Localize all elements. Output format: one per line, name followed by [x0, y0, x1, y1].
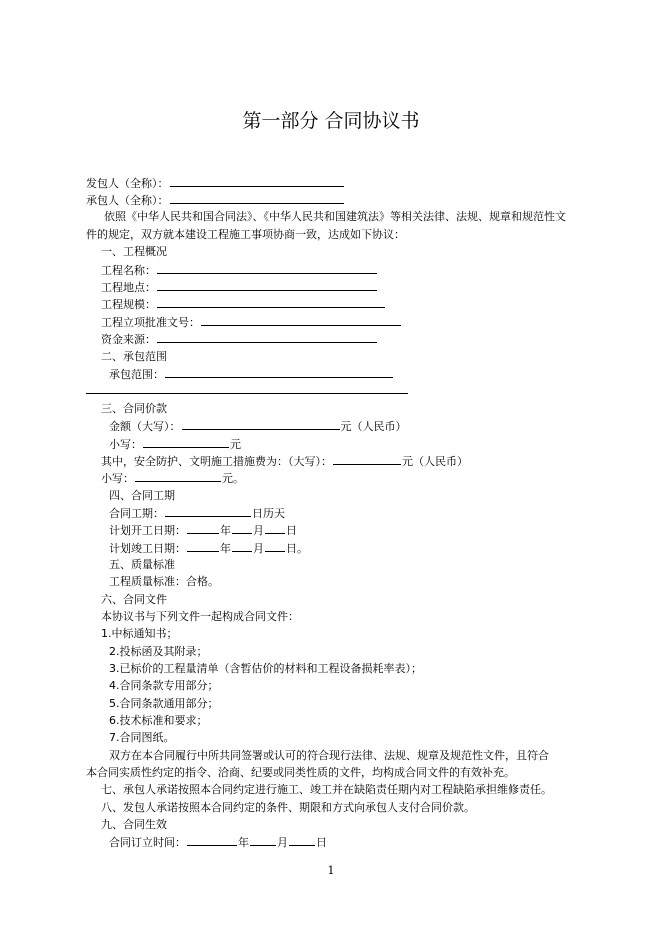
doc-item-2: 2.投标函及其附录；: [109, 645, 208, 658]
duration-unit: 日历天: [252, 507, 285, 520]
quality-standard: 工程质量标准：合格。: [109, 575, 219, 588]
duration-line: [109, 504, 285, 521]
fund-source-label: 资金来源：: [101, 333, 156, 346]
safety-lower-blank: [135, 469, 221, 482]
section-6-heading: 六、合同文件: [101, 593, 167, 606]
amount-upper-label: 金额（大写）：: [109, 420, 181, 433]
doc-item-6: 6.技术标准和要求；: [109, 714, 208, 727]
start-year-label: 年: [220, 524, 231, 537]
end-day-blank: [265, 539, 285, 552]
end-month-label: 月: [253, 542, 264, 555]
page-number: 1: [327, 864, 335, 877]
duration-blank: [165, 504, 251, 517]
signing-month-label: 月: [277, 836, 288, 849]
project-scale-line: [101, 295, 386, 312]
project-location-label: 工程地点：: [101, 281, 156, 294]
signing-month-blank: [250, 833, 276, 846]
signing-day-label: 日: [316, 836, 327, 849]
section-4-heading: 四、合同工期: [109, 489, 175, 502]
section-5-heading: 五、质量标准: [109, 558, 175, 571]
end-date-line: [109, 539, 308, 556]
contractor-label: 承包人（全称）：: [86, 194, 169, 207]
scope-line: [109, 365, 394, 382]
project-scale-blank: [157, 295, 385, 308]
start-date-label: 计划开工日期：: [109, 524, 186, 537]
start-month-label: 月: [253, 524, 264, 537]
amount-lower-label: 小写：: [109, 438, 142, 451]
project-location-blank: [157, 278, 377, 291]
start-day-label: 日: [286, 524, 297, 537]
employer-line: [86, 174, 345, 191]
fund-source-line: [101, 330, 378, 347]
section-7: 七、承包人承诺按照本合同约定进行施工、竣工并在缺陷责任期内对工程缺陷承担维修责任。: [101, 783, 552, 796]
project-name-line: [101, 261, 378, 278]
doc-item-7: 7.合同图纸。: [109, 731, 175, 744]
amount-upper-line: [109, 417, 407, 434]
approval-number-blank: [201, 313, 401, 326]
safety-lower-unit: 元。: [222, 472, 244, 485]
safety-fee-line: [101, 452, 468, 469]
end-year-label: 年: [220, 542, 231, 555]
contractor-line: [86, 191, 345, 208]
safety-fee-blank: [333, 452, 401, 465]
end-date-label: 计划竣工日期：: [109, 542, 186, 555]
end-year-blank: [187, 539, 219, 552]
basis-text-2: 件的规定，双方就本建设工程施工事项协商一致，达成如下协议：: [86, 228, 405, 241]
page-title: 第一部分 合同协议书: [242, 110, 420, 132]
docs-intro: 本协议书与下列文件一起构成合同文件：: [101, 610, 299, 623]
fund-source-blank: [157, 330, 377, 343]
duration-label: 合同工期：: [109, 507, 164, 520]
start-year-blank: [187, 521, 219, 534]
doc-item-1: 1.中标通知书；: [101, 627, 178, 640]
end-day-label: 日。: [286, 542, 308, 555]
signing-time-label: 合同订立时间：: [109, 836, 186, 849]
doc-item-4: 4.合同条款专用部分；: [109, 679, 219, 692]
supplement-text-1: 双方在本合同履行中所共同签署或认可的符合现行法律、法规、规章及规范性文件，且符合: [109, 749, 549, 762]
amount-lower-blank: [143, 435, 229, 448]
end-month-blank: [232, 539, 252, 552]
section-3-heading: 三、合同价款: [101, 402, 167, 415]
start-month-blank: [232, 521, 252, 534]
approval-number-line: [101, 313, 402, 330]
safety-lower-label: 小写：: [101, 472, 134, 485]
approval-number-label: 工程立项批准文号：: [101, 316, 200, 329]
amount-lower-line: [109, 435, 241, 452]
amount-upper-blank: [182, 417, 340, 430]
basis-text-1: 依照《中华人民共和国合同法》、《中华人民共和国建筑法》等相关法律、法规、规章和规范性文: [104, 210, 566, 223]
scope-continuation-rule: [86, 393, 408, 394]
safety-lower-line: [101, 469, 244, 486]
employer-blank: [170, 174, 344, 187]
supplement-text-2: 本合同实质性约定的指令、洽商、纪要或同类性质的文件，均构成合同文件的有效补充。: [86, 766, 515, 779]
safety-fee-label: 其中，安全防护、文明施工措施费为：（大写）：: [101, 455, 332, 468]
section-9-heading: 九、合同生效: [101, 818, 167, 831]
project-location-line: [101, 278, 378, 295]
amount-upper-unit: 元（人民币）: [340, 420, 407, 433]
signing-time-line: [109, 833, 327, 850]
amount-lower-unit: 元: [230, 438, 241, 451]
section-2-heading: 二、承包范围: [101, 350, 167, 363]
scope-label: 承包范围：: [109, 368, 164, 381]
signing-day-blank: [289, 833, 315, 846]
signing-year-label: 年: [238, 836, 249, 849]
doc-item-5: 5.合同条款通用部分；: [109, 697, 219, 710]
project-name-blank: [157, 261, 377, 274]
project-name-label: 工程名称：: [101, 264, 156, 277]
scope-blank: [165, 365, 393, 378]
contractor-blank: [170, 191, 344, 204]
section-1-heading: 一、工程概况: [101, 245, 167, 258]
safety-fee-unit: 元（人民币）: [402, 455, 468, 468]
signing-year-blank: [187, 833, 237, 846]
section-8: 八、发包人承诺按照本合同约定的条件、期限和方式向承包人支付合同价款。: [101, 801, 475, 814]
project-scale-label: 工程规模：: [101, 298, 156, 311]
employer-label: 发包人（全称）：: [86, 177, 169, 190]
doc-item-3: 3.已标价的工程量清单（含暂估价的材料和工程设备损耗率表）；: [109, 662, 422, 675]
start-day-blank: [265, 521, 285, 534]
start-date-line: [109, 521, 297, 538]
